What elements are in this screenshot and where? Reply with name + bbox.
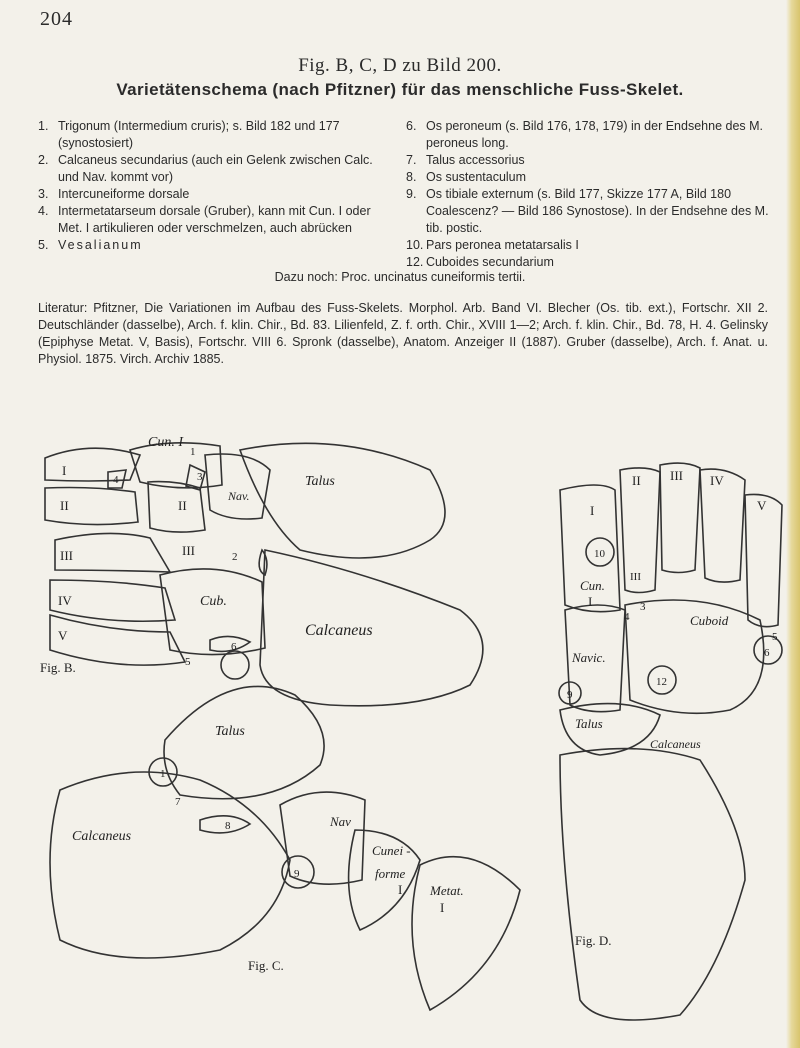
legend-item <box>38 203 393 237</box>
legend-number: 2. <box>38 153 49 167</box>
skeleton-figures <box>0 410 790 1040</box>
fig-c-label-7: 7 <box>175 796 181 808</box>
legend-right <box>406 118 771 271</box>
fig-d-label-12: 12 <box>656 676 667 688</box>
fig-d-label-V: V <box>757 498 767 513</box>
legend-item <box>38 118 393 152</box>
legend-number: 10. <box>406 238 424 252</box>
legend-text: Intercuneiforme dorsale <box>58 187 190 201</box>
legend-item <box>406 186 771 237</box>
legend-text: Os sustentaculum <box>426 170 527 184</box>
fig-c-label-8: 8 <box>225 820 231 832</box>
legend-item <box>406 254 771 271</box>
legend-text: Vesalianum <box>58 238 143 252</box>
fig-b-label-IV: IV <box>58 593 72 608</box>
fig-b-label-calcaneus: Calcaneus <box>305 622 373 639</box>
fig-b-label-talus: Talus <box>305 474 335 489</box>
fig-c-label-metatI: I <box>440 900 445 915</box>
legend-number: 5. <box>38 238 49 252</box>
fig-b-label-1: 1 <box>190 446 196 458</box>
legend-item <box>406 169 771 186</box>
fig-c-label-I: I <box>398 882 403 897</box>
legend-left <box>38 118 393 254</box>
legend-number: 6. <box>406 119 417 133</box>
fig-c-label-1: 1 <box>160 768 166 780</box>
fig-c-caption: Fig. C. <box>248 958 284 973</box>
legend-item <box>38 152 393 186</box>
fig-d-label-9: 9 <box>567 689 573 701</box>
fig-b-label-I: I <box>62 463 67 478</box>
legend-number: 12. <box>406 255 424 269</box>
legend-number: 1. <box>38 119 49 133</box>
legend-number: 4. <box>38 204 49 218</box>
legend-item <box>406 152 771 169</box>
legend-text: Calcaneus secundarius (auch ein Gelenk zwischen Calc. und Nav. kommt vor) <box>58 153 373 184</box>
fig-c-label-nav: Nav <box>330 814 351 829</box>
page-edge <box>786 0 800 1048</box>
legend-text: Talus accessorius <box>426 153 525 167</box>
fig-d-label-III: III <box>670 468 683 483</box>
legend-text: Os peroneum (s. Bild 176, 178, 179) in der Endsehne des M. peroneus long. <box>426 119 763 150</box>
figure-subtitle: Varietätenschema (nach Pfitzner) für das menschliche Fuss-Skelet. <box>116 80 684 99</box>
legend-number: 8. <box>406 170 417 184</box>
legend-text: Intermetatarseum dorsale (Gruber), kann mit Cun. I oder Met. I artikulieren oder verschmelzen, auch abrücken <box>58 204 371 235</box>
fig-d-label-II: II <box>632 473 641 488</box>
legend-number: 3. <box>38 187 49 201</box>
fig-d-label-10: 10 <box>594 548 605 560</box>
legend-item <box>406 118 771 152</box>
figure-b-drawing <box>45 443 483 706</box>
fig-b-label-3: 3 <box>197 471 203 483</box>
fig-b-label-III: III <box>60 548 73 563</box>
legend-item <box>38 186 393 203</box>
fig-c-label-cunei: Cunei - <box>372 843 411 858</box>
fig-b-label-4: 4 <box>113 474 119 486</box>
fig-d-caption: Fig. D. <box>575 933 612 948</box>
legend-text: Os tibiale externum (s. Bild 177, Skizze 177 A, Bild 180 Coalescenz? — Bild 186 Synostose). In der Endsehne des M. tib. postic. <box>426 187 769 235</box>
fig-b-label-V: V <box>58 628 68 643</box>
legend-text: Pars peronea metatarsalis I <box>426 238 579 252</box>
fig-b-label-mII: II <box>178 498 187 513</box>
fig-d-label-cuboid: Cuboid <box>690 613 729 628</box>
fig-d-label-5: 5 <box>772 631 778 643</box>
fig-d-label-calcaneus: Calcaneus <box>650 737 701 751</box>
legend-number: 7. <box>406 153 417 167</box>
legend-item <box>38 237 393 254</box>
fig-b-label-2: 2 <box>232 551 238 563</box>
legend-item <box>406 237 771 254</box>
fig-b-label-6: 6 <box>231 641 237 653</box>
fig-b-caption: Fig. B. <box>40 660 76 675</box>
page-number: 204 <box>40 8 73 30</box>
fig-b-label-5: 5 <box>185 656 191 668</box>
figure-title: Fig. B, C, D zu Bild 200. <box>298 55 502 76</box>
fig-b-label-II: II <box>60 498 69 513</box>
fig-d-label-4: 4 <box>624 611 630 623</box>
fig-d-label-cun: Cun. <box>580 578 605 593</box>
fig-c-label-9: 9 <box>294 868 300 880</box>
fig-b-label-nav: Nav. <box>228 489 250 503</box>
figure-c-drawing <box>50 686 520 1010</box>
fig-d-label-navic: Navic. <box>572 650 606 665</box>
fig-b-label-cub: Cub. <box>200 594 227 609</box>
fig-b-label-mIII: III <box>182 543 195 558</box>
fig-d-label-III-small: III <box>630 571 641 583</box>
fig-d-label-6: 6 <box>764 647 770 659</box>
fig-b-label-cun: Cun. I <box>148 435 183 450</box>
fig-c-label-forme: forme <box>375 866 406 881</box>
legend-number: 9. <box>406 187 417 201</box>
fig-d-label-3: 3 <box>640 601 646 613</box>
fig-d-label-IV: IV <box>710 473 724 488</box>
legend-text: Cuboides secundarium <box>426 255 554 269</box>
note-text: Dazu noch: Proc. uncinatus cuneiformis tertii. <box>274 270 526 284</box>
fig-c-label-metat: Metat. <box>430 883 464 898</box>
fig-c-label-talus: Talus <box>215 724 245 739</box>
legend-text: Trigonum (Intermedium cruris); s. Bild 182 und 177 (synostosiert) <box>58 119 340 150</box>
fig-d-label-cunI: I <box>588 594 593 609</box>
fig-d-label-talus: Talus <box>575 716 603 731</box>
literature-paragraph: Literatur: Pfitzner, Die Variationen im Aufbau des Fuss-Skelets. Morphol. Arb. Band VI. Blecher (Os. tib. ext.), Fortschr. XII 2. Deutschländer (dasselbe), Arch. f. klin. Chir., Bd. 83. Lilienfeld, Z. f. orth. Chir., XVIII 1—2; Arch. f. klin. Chir., Bd. 78, H. 4. Gelinsky (Epiphyse Metat. V, Basis), Fortschr. VIII 6. Spronk (dasselbe), Anatom. Anzeiger II (1887). Gruber (dasselbe), Arch. f. Anat. u. Physiol. 1875. Virch. Archiv 1885. <box>38 301 768 366</box>
fig-c-label-calcaneus: Calcaneus <box>72 829 132 844</box>
fig-d-label-I: I <box>590 503 595 518</box>
